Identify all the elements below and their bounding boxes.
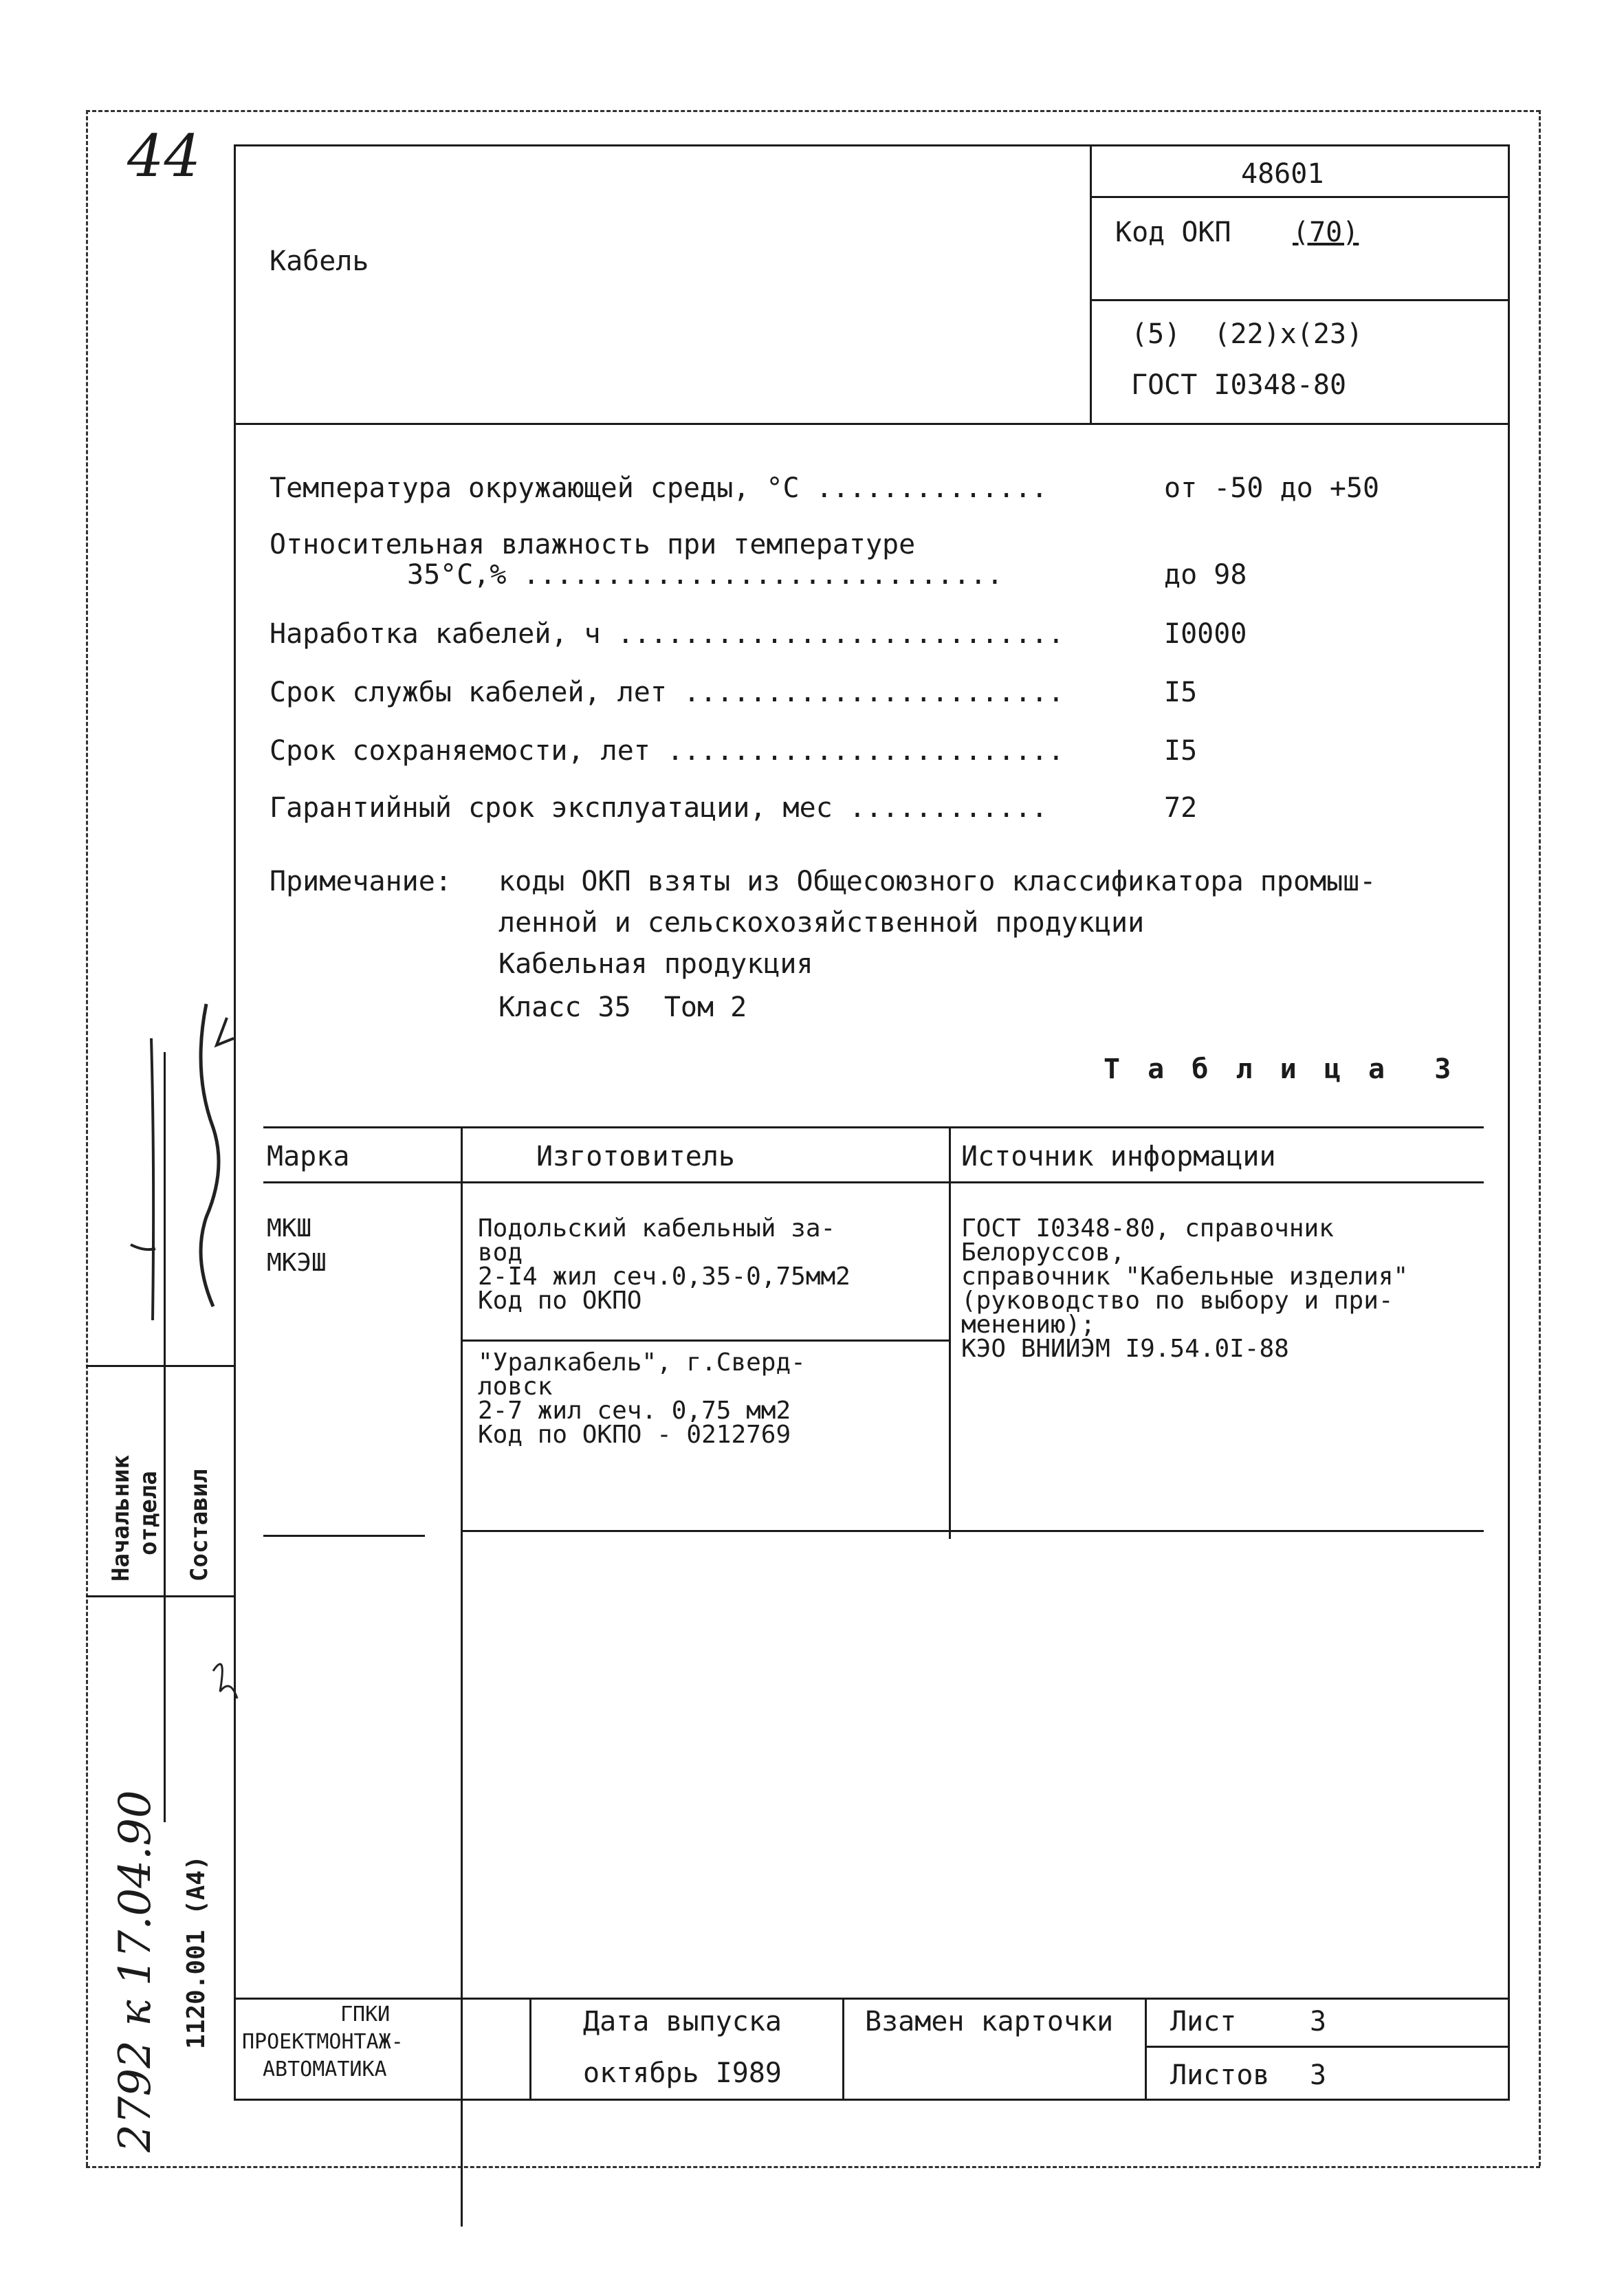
note-line-1: коды ОКП взяты из Общесоюзного классификатора промыш- [498,866,1376,897]
side-compiled-label: Составил [186,1469,213,1582]
manufacturer-2-line-4: Код по ОКПО - 0212769 [478,1421,791,1449]
spec-lifetime-label: Наработка кабелей, ч ........................... [270,618,1064,650]
page-number: 44 [127,122,201,190]
manufacturer-1-line-2: вод [478,1238,523,1267]
footer-sheet-value: 3 [1310,2006,1327,2037]
spec-warranty-label: Гарантийный срок эксплуатации, мес ............ [270,792,1048,824]
side-form-number: 1120.001 (А4) [182,1855,210,2049]
header-row-1 [1090,196,1510,198]
table-header-manufacturer: Изготовитель [536,1141,735,1172]
footer-divider-2 [842,1998,844,2101]
header-row-2 [1090,299,1510,301]
frame-top [86,110,1540,112]
table-header-brand: Марка [267,1141,350,1172]
note-line-3: Кабельная продукция [498,948,813,980]
header-divider [234,423,1510,425]
note-label: Примечание: [270,866,452,897]
spec-humidity-label: Относительная влажность при температуре [270,529,916,560]
table-brand-2: МКЭШ [267,1249,327,1277]
footer-date-value: октябрь I989 [583,2057,782,2089]
source-line-2: Белоруссов, [961,1238,1126,1267]
spec-codes: (5) (22)x(23) [1131,318,1363,350]
footer-org-line-3: АВТОМАТИКА [263,2057,387,2081]
footer-top-line [234,1998,1510,2000]
frame-bottom [86,2166,1540,2168]
spec-lifetime-value: I0000 [1164,618,1247,650]
frame-right [1539,110,1541,2166]
manufacturer-1-line-1: Подольский кабельный за- [478,1214,836,1243]
spec-humidity-value: до 98 [1164,559,1247,591]
table-header-line [263,1181,1484,1183]
card-border-top [234,144,1510,146]
source-line-5: менению); [961,1311,1096,1339]
card-number: 48601 [1241,158,1324,190]
spec-warranty-value: 72 [1164,792,1198,824]
table-bottom-line-left [263,1535,425,1537]
manufacturer-2-line-2: ловск [478,1373,553,1401]
header-vertical [1090,144,1092,425]
spec-temperature-label: Температура окружающей среды, °С .............. [270,472,1048,504]
side-stamp: 2792 к 17.04.90 [110,1790,161,2152]
spec-humidity-label-2: 35°С,% ............................. [407,559,1003,591]
source-line-1: ГОСТ I0348-80, справочник [961,1214,1334,1243]
product-title: Кабель [270,245,369,277]
footer-org-line-2: ПРОЕКТМОНТАЖ- [242,2030,404,2054]
footer-divider-1 [529,1998,531,2101]
note-line-2: ленной и сельскохозяйственной продукции [498,907,1145,939]
spec-storage-value: I5 [1164,735,1198,767]
footer-org-line-1: ГПКИ [340,2002,391,2026]
manufacturer-2-line-3: 2-7 жил сеч. 0,75 мм2 [478,1397,791,1425]
footer-divider-3 [1145,1998,1147,2101]
note-line-4: Класс 35 Том 2 [498,992,747,1023]
table-brand-1: МКШ [267,1214,312,1243]
card-border-bottom [234,2099,1510,2101]
frame-left [86,110,88,2166]
spec-service-label: Срок службы кабелей, лет ....................... [270,677,1064,708]
footer-sheet-label: Лист [1170,2006,1237,2037]
side-head-label-2: отдела [135,1471,162,1555]
table-manufacturer-divider [461,1340,949,1342]
spec-temperature-value: от -50 до +50 [1164,472,1380,504]
footer-sheets-value: 3 [1310,2059,1327,2091]
signature-marks-icon [89,990,241,1733]
table-header-source: Источник информации [961,1141,1276,1172]
okp-value: (70) [1293,217,1359,248]
manufacturer-1-line-3: 2-I4 жил сеч.0,35-0,75мм2 [478,1262,851,1291]
gost-number: ГОСТ I0348-80 [1131,369,1347,401]
spec-service-value: I5 [1164,677,1198,708]
okp-label: Код ОКП [1115,217,1231,248]
source-line-6: КЭО ВНИИЭМ I9.54.0I-88 [961,1335,1289,1363]
footer-date-label: Дата выпуска [583,2006,782,2037]
side-head-label-1: Начальник [107,1454,135,1582]
spec-storage-label: Срок сохраняемости, лет ........................ [270,735,1064,767]
manufacturer-1-line-4: Код по ОКПО [478,1287,642,1315]
table-col-divider-1 [461,1126,463,2227]
source-line-4: (руководство по выбору и при- [961,1287,1394,1315]
table-bottom-line-right [461,1530,1484,1532]
footer-sheet-divider [1145,2046,1510,2048]
source-line-3: справочник "Кабельные изделия" [961,1262,1409,1291]
table-caption: Т а б л и ц а 3 [1104,1053,1457,1085]
table-top-line [263,1126,1484,1128]
card-border-right [1508,144,1510,2101]
table-col-divider-2 [949,1126,951,1539]
footer-sheets-label: Листов [1170,2059,1270,2091]
footer-replace-label: Взамен карточки [865,2006,1114,2037]
manufacturer-2-line-1: "Уралкабель", г.Сверд- [478,1348,806,1377]
